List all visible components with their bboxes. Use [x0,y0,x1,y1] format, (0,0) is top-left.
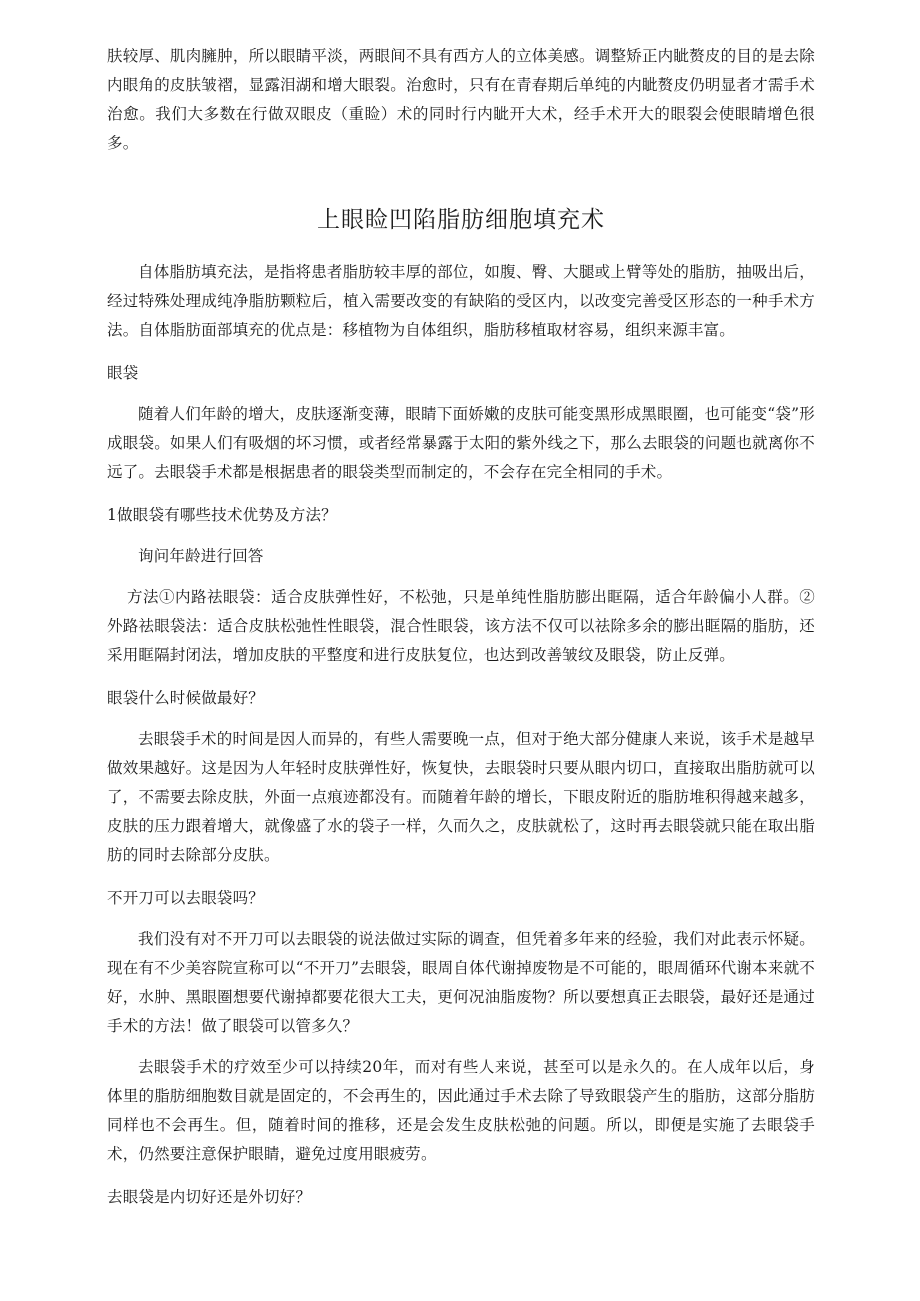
paragraph-no-surgery: 我们没有对不开刀可以去眼袋的说法做过实际的调查，但凭着多年来的经验，我们对此表示怀疑。现在有不少美容院宣称可以“不开刀”去眼袋，眼周自体代谢掉废物是不可能的，眼周循环代谢本来就不好，水肿、黑眼圈想要代谢掉都要花很大工夫，更何况油脂废物？所以要想真正去眼袋，最好还是通过手术的方法！做了眼袋可以管多久？ [107,930,815,1035]
question-no-surgery: 不开刀可以去眼袋吗？ [107,889,265,907]
question-best-time: 眼袋什么时候做最好？ [107,689,265,707]
paragraph-duration: 去眼袋手术的疗效至少可以持续20年，而对有些人来说，甚至可以是永久的。在人成年以后，身体里的脂肪细胞数目就是固定的，不会再生的，因此通过手术去除了导致眼袋产生的脂肪，这部分脂肪同样也不会再生。但，随着时间的推移，还是会发生皮肤松弛的问题。所以，即便是实施了去眼袋手术，仍然要注意保护眼睛，避免过度用眼疲劳。 [107,1058,815,1163]
section-title: 上眼睑凹陷脂肪细胞填充术 [317,207,605,233]
paragraph-methods: 方法①内路祛眼袋：适合皮肤弹性好，不松弛，只是单纯性脂肪膨出眶隔，适合年龄偏小人群。②外路祛眼袋法：适合皮肤松弛性性眼袋，混合性眼袋，该方法不仅可以祛除多余的膨出眶隔的脂肪，还采用眶隔封闭法，增加皮肤的平整度和进行皮肤复位，也达到改善皱纹及眼袋，防止反弹。 [107,588,815,664]
paragraph-intro-continued: 肤较厚、肌肉臃肿，所以眼睛平淡，两眼间不具有西方人的立体美感。调整矫正内眦赘皮的目的是去除内眼角的皮肤皱褶，显露泪湖和增大眼裂。治愈时，只有在青春期后单纯的内眦赘皮仍明显者才需手术治愈。我们大多数在行做双眼皮（重睑）术的同时行内眦开大术，经手术开大的眼裂会使眼睛增色很多。 [107,47,815,152]
heading-eyebag: 眼袋 [107,364,139,382]
paragraph-fat-grafting: 自体脂肪填充法，是指将患者脂肪较丰厚的部位，如腹、臀、大腿或上臂等处的脂肪，抽吸出后，经过特殊处理成纯净脂肪颗粒后，植入需要改变的有缺陷的受区内，以改变完善受区形态的一种手术方法。自体脂肪面部填充的优点是：移植物为自体组织，脂肪移植取材容易，组织来源丰富。 [107,263,815,339]
paragraph-best-time: 去眼袋手术的时间是因人而异的，有些人需要晚一点，但对于绝大部分健康人来说，该手术是越早做效果越好。这是因为人年轻时皮肤弹性好，恢复快，去眼袋时只要从眼内切口，直接取出脂肪就可以了，不需要去除皮肤，外面一点痕迹都没有。而随着年龄的增长，下眼皮附近的脂肪堆积得越来越多，皮肤的压力跟着增大，就像盛了水的袋子一样，久而久之，皮肤就松了，这时再去眼袋就只能在取出脂肪的同时去除部分皮肤。 [107,730,815,864]
paragraph-eyebag-cause: 随着人们年龄的增大，皮肤逐渐变薄，眼睛下面娇嫩的皮肤可能变黑形成黑眼圈，也可能变“袋”形成眼袋。如果人们有吸烟的坏习惯，或者经常暴露于太阳的紫外线之下，那么去眼袋的问题也就离你不远了。去眼袋手术都是根据患者的眼袋类型而制定的，不会存在完全相同的手术。 [107,405,815,481]
note-ask-age: 询问年龄进行回答 [138,547,264,565]
question-techniques: 1做眼袋有哪些技术优势及方法？ [107,506,337,524]
question-inner-or-outer: 去眼袋是内切好还是外切好？ [107,1188,312,1206]
document-page [107,42,815,1212]
